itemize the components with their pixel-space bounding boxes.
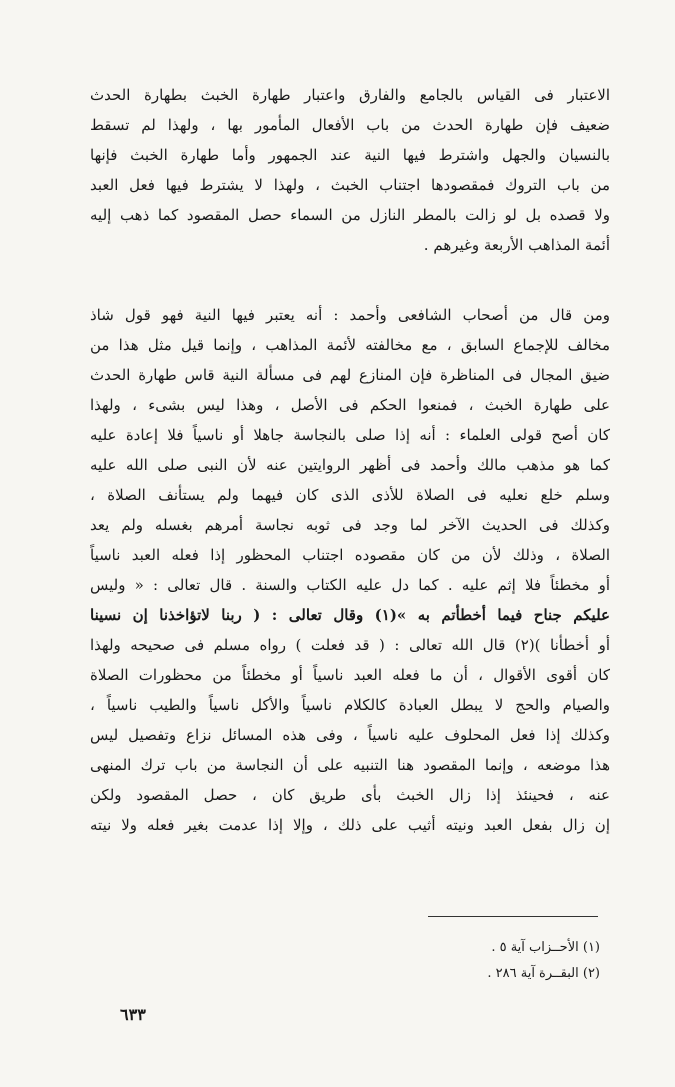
text-line: الصلاة ، وذلك لأن من كان مقصوده اجتناب المحظور إذا فعله العبد ناسياً [90, 546, 610, 564]
text-line: وكذلك فى الحديث الآخر لما وجد فى ثوبه نجاسة أمرهم بغسله ولم يعد [90, 516, 610, 534]
text-line: ولا قصده بل لو زالت بالمطر النازل من السماء حصل المقصود كما ذهب إليه [90, 206, 610, 224]
text-line: إن زال بفعل العبد ونيته أثيب على ذلك ، وإلا إذا عدمت بغير فعله ولا نيته [90, 816, 610, 834]
text-line: كما هو مذهب مالك وأحمد فى أظهر الروايتين عنه لأن النبى صلى الله عليه [90, 456, 610, 474]
text-line: على طهارة الخبث ، فمنعوا الحكم فى الأصل ، وهذا ليس بشىء ، ولهذا [90, 396, 610, 414]
text-line: أو مخطئاً فلا إثم عليه . كما دل عليه الكتاب والسنة . قال تعالى : « وليس [90, 576, 610, 594]
text-line: والصيام والحج لا يبطل العبادة كالكلام ناسياً والأكل ناسياً والطيب ناسياً ، [90, 696, 610, 714]
text-line: أئمة المذاهب الأربعة وغيرهم . [423, 236, 610, 254]
footnote-2: (٢) البقــرة آية ٢٨٦ . [487, 966, 600, 981]
text-line: وكذلك إذا فعل المحلوف عليه ناسياً ، وفى هذه المسائل نزاع وتفصيل ليس [90, 726, 610, 744]
text-line: عنه ، فحينئذ إذا زال الخبث بأى طريق كان ، حصل المقصود ولكن [90, 786, 610, 804]
text-line: بالنسيان والجهل واشترط فيها النية عند الجمهور وأما طهارة الخبث فإنها [90, 146, 610, 164]
text-line: من باب التروك فمقصودها اجتناب الخبث ، ولهذا لا يشترط فيها فعل العبد [90, 176, 610, 194]
footnote-divider [428, 916, 598, 917]
paragraph-2 [90, 300, 610, 840]
footnotes [300, 935, 600, 987]
text-line: كان أصح قولى العلماء : أنه إذا صلى بالنجاسة جاهلا أو ناسياً فلا إعادة عليه [90, 426, 610, 444]
text-line: ضعيف فإن طهارة الحدث من باب الأفعال المأمور بها ، ولهذا لم تسقط [90, 116, 610, 134]
page-number: ٦٣٣ [120, 1005, 146, 1024]
paragraph-1 [90, 80, 610, 260]
text-line: وسلم خلع نعليه فى الصلاة للأذى الذى كان فيهما ولم يستأنف الصلاة ، [90, 486, 610, 504]
footnote-1: (١) الأحــزاب آية ٥ . [491, 940, 600, 955]
text-line: الاعتبار فى القياس بالجامع والفارق واعتبار طهارة الخبث بطهارة الحدث [90, 86, 610, 104]
text-line: مخالف للإجماع السابق ، مع مخالفته لأئمة المذاهب ، وإنما قيل مثل هذا من [90, 336, 610, 354]
text-line: كان أقوى الأقوال ، أن ما فعله العبد ناسياً أو مخطئاً من محظورات الصلاة [90, 666, 610, 684]
text-line: ومن قال من أصحاب الشافعى وأحمد : أنه يعتبر فيها النية فهو قول شاذ [90, 306, 610, 324]
text-line-quran: عليكم جناح فيما أخطأتم به »(١) وقال تعالى : ( ربنا لاتؤاخذنا إن نسينا [90, 606, 610, 624]
text-line: هذا موضعه ، وإنما المقصود هنا التنبيه على أن النجاسة من باب ترك المنهى [90, 756, 610, 774]
text-line: ضيق المجال فى المناظرة فإن المنازع لهم فى مسألة النية قاس طهارة الحدث [90, 366, 610, 384]
text-line-quran: أو أخطأنا )(٢) قال الله تعالى : ( قد فعلت ) رواه مسلم فى صحيحه ولهذا [90, 636, 610, 654]
